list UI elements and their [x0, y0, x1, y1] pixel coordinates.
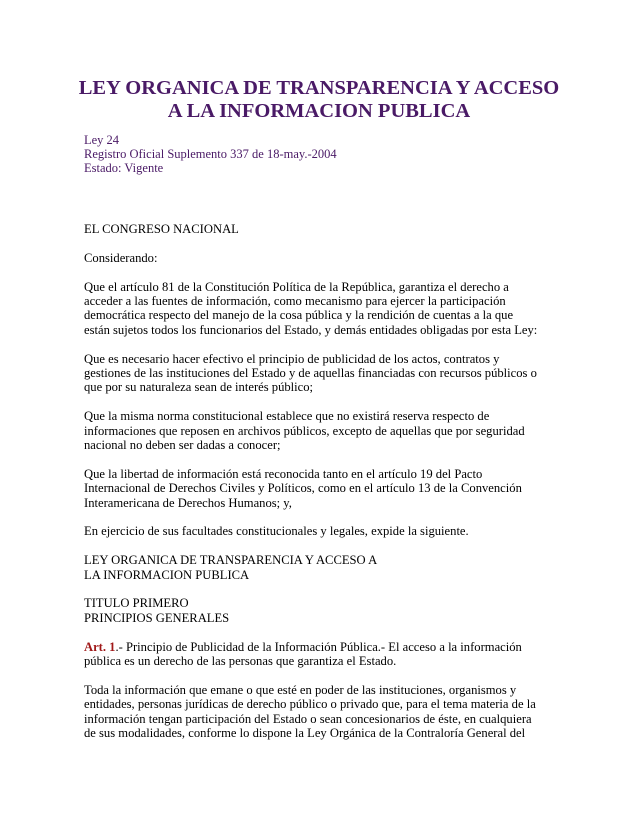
paragraph-2: [84, 352, 554, 395]
meta-registro: Registro Oficial Suplemento 337 de 18-may.-2004: [84, 147, 337, 161]
document-meta: [84, 133, 337, 175]
titulo-line-1: TITULO PRIMERO: [84, 596, 189, 611]
law-heading-line-2: LA INFORMACION PUBLICA: [84, 567, 250, 582]
paragraph-1: [84, 280, 554, 338]
document-title: [70, 77, 568, 123]
paragraph-line: de sus modalidades, conforme lo dispone la Ley Orgánica de la Contraloría General del: [84, 726, 526, 741]
congreso-heading: EL CONGRESO NACIONAL: [84, 222, 239, 236]
paragraph-3: [84, 409, 554, 452]
article-1-line-2: pública es un derecho de las personas que garantiza el Estado.: [84, 654, 397, 669]
meta-estado: Estado: Vigente: [84, 161, 164, 175]
title-line-1: LEY ORGANICA DE TRANSPARENCIA Y ACCESO: [78, 77, 560, 99]
paragraph-line: En ejercicio de sus facultades constitucionales y legales, expide la siguiente.: [84, 524, 469, 539]
paragraph-line: están sujetos todos los funcionarios del Estado, y demás entidades obligadas por esta Ley:: [84, 322, 538, 337]
meta-ley: Ley 24: [84, 133, 120, 147]
paragraph-line: acceder a las fuentes de información, como mecanismo para ejercer la participación: [84, 294, 506, 308]
title-line-2: A LA INFORMACION PUBLICA: [167, 100, 471, 122]
article-1-line-1: [84, 640, 554, 654]
paragraph-line: democrática respecto del manejo de la cosa pública y la rendición de cuentas a la que: [84, 308, 514, 323]
considerando-label: Considerando:: [84, 250, 158, 265]
titulo-line-2: PRINCIPIOS GENERALES: [84, 610, 230, 625]
paragraph-line: Que el artículo 81 de la Constitución Política de la República, garantiza el derecho a: [84, 279, 509, 294]
article-1-label[interactable]: Art. 1: [84, 639, 116, 654]
paragraph-5: [84, 524, 554, 538]
document-body: [84, 222, 554, 740]
paragraph-line: Toda la información que emane o que esté en poder de las instituciones, organismos y: [84, 682, 517, 697]
paragraph-line: que por su naturaleza sean de interés público;: [84, 380, 314, 395]
law-heading-line-1: LEY ORGANICA DE TRANSPARENCIA Y ACCESO A: [84, 553, 378, 568]
paragraph-line: Interamericana de Derechos Humanos; y,: [84, 495, 292, 510]
law-heading: [84, 553, 554, 582]
paragraph-line: entidades, personas jurídicas de derecho público o privado que, para el tema materia de la: [84, 697, 536, 712]
paragraph-line: Que la libertad de información está reconocida tanto en el artículo 19 del Pacto: [84, 466, 483, 481]
titulo-heading: [84, 596, 554, 625]
paragraph-line: informaciones que reposen en archivos públicos, excepto de aquellas que por seguridad: [84, 423, 525, 438]
paragraph-line: nacional no deben ser dadas a conocer;: [84, 438, 281, 453]
article-1: [84, 640, 554, 669]
paragraph-line: Internacional de Derechos Civiles y Políticos, como en el artículo 13 de la Convención: [84, 481, 522, 496]
paragraph-line: información tengan participación del Estado o sean concesionarios de éste, en cualquiera: [84, 711, 532, 726]
paragraph-4: [84, 467, 554, 510]
paragraph-line: gestiones de las instituciones del Estado y de aquellas financiadas con recursos públicos o: [84, 366, 537, 381]
article-1-heading: .- Principio de Publicidad de la Información Pública.- El acceso a la información: [115, 639, 522, 654]
paragraph-line: Que es necesario hacer efectivo el principio de publicidad de los actos, contratos y: [84, 351, 500, 366]
paragraph-6: [84, 683, 554, 741]
paragraph-line: Que la misma norma constitucional establece que no existirá reserva respecto de: [84, 409, 490, 424]
